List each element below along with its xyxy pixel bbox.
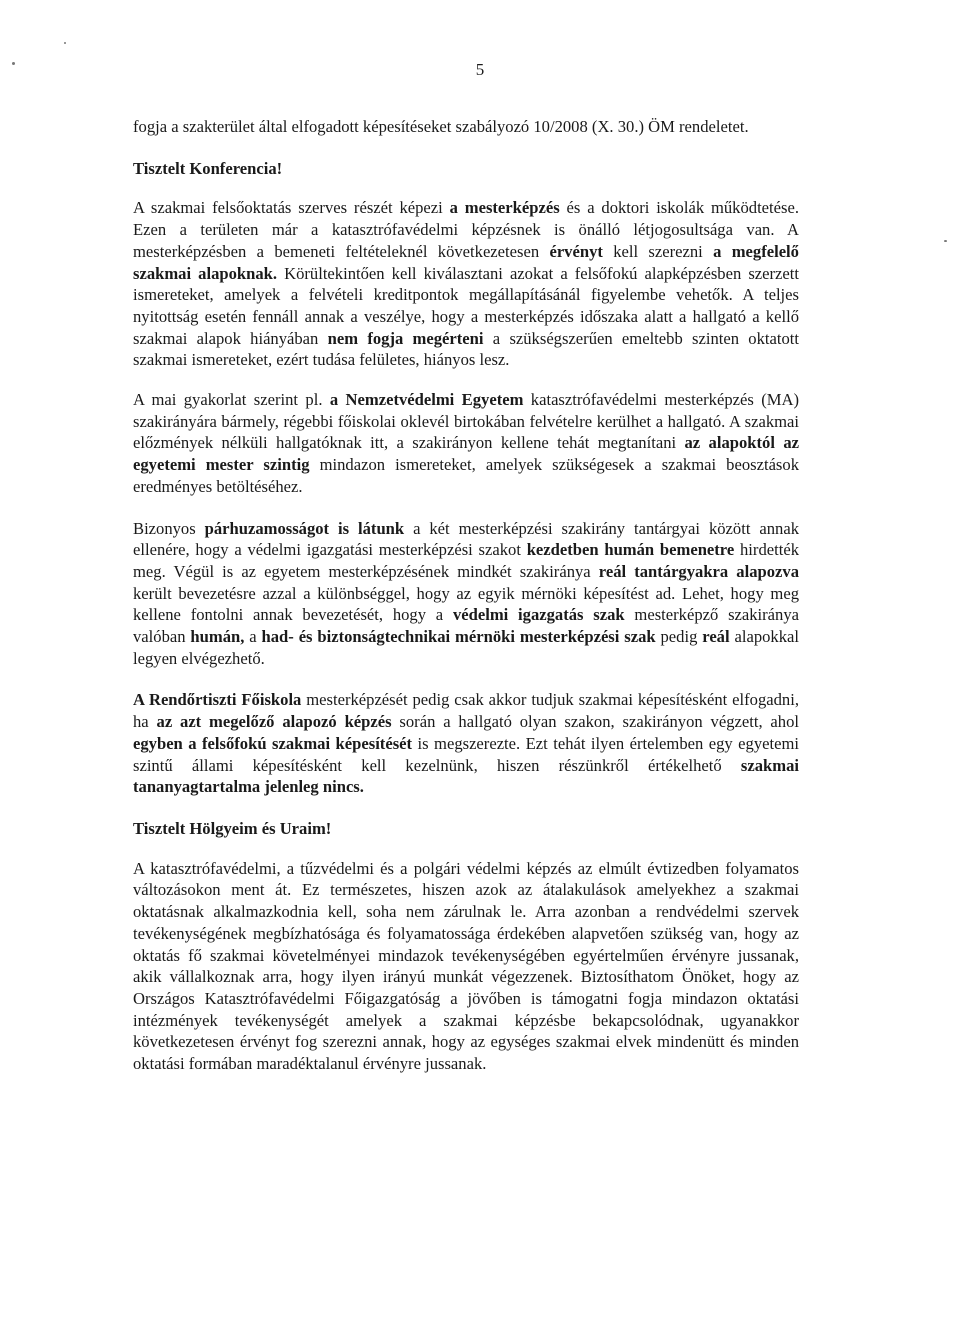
paragraph-parhuzamossag (133, 518, 799, 670)
bold-text-run: a megfelelő szakmai alapoknak. (133, 241, 799, 283)
text-run: A katasztrófavédelmi, a tűzvédelmi és a polgári védelmi képzés az elmúlt évtizedben folyamatos változásokon ment át. Ez természetes, hiszen azok az átalakulások amelyekhez a szakmai oktatásnak alkalmazkodnia kell, soha nem zárulnak le. Arra azonban a rendvédelmi szervek tevékenységének megbízhatósága és folyamatossága érdekében alapvetően szükség van, hogy az oktatás fő szakmai követelményei mindazok tevékenységében egyértelműen érvényre jussanak, akik vállalkoznak arra, hogy ilyen irányú munkát végezzenek. Biztosíthatom Önöket, hogy az Országos Katasztrófavédelmi Főigazgatóság a jövőben is támogatni fogja mindazon oktatási intézmények tevékenységét amelyek a szakmai képzésbe bekapcsolódnak, ugyanakkor következetesen érvényt fog szerezni annak, hogy az egységes szakmai elvek mindenütt és minden oktatási formában maradéktalanul érvényre jussanak. (133, 858, 799, 1074)
bold-text-run: kezdetben humán bemenetre (526, 540, 735, 560)
salutation-heading-2: Tisztelt Hölgyeim és Uraim! (133, 818, 332, 838)
text-run: és a doktori iskolák működtetése. Ezen a területen már a katasztrófavédelmi képzésnek is önálló létjogosultsága van. A mesterképzésben a bemeneti feltételeknél következetesen (133, 198, 799, 261)
paragraph-katasztrofavedelmi (133, 858, 799, 1075)
bold-text-run: a mesterképzés (449, 198, 560, 218)
text-run: során a hallgató olyan szakon, szakirányon végzett, ahol (391, 712, 800, 732)
text-run: Bizonyos (133, 518, 205, 538)
scan-speck (64, 42, 66, 44)
text-run: hirdették meg. Végül is az egyetem mesterképzésének mindkét szakiránya (133, 540, 799, 581)
bold-text-run: egyben a felsőfokú szakmai képesítését (133, 733, 413, 753)
bold-text-run: érvényt (549, 241, 603, 261)
paragraph-intro (133, 116, 799, 138)
text-run: pedig (655, 627, 703, 647)
text-run: alapokkal legyen elvégezhető. (133, 627, 799, 668)
bold-text-run: reál (702, 627, 730, 647)
text-run: katasztrófavédelmi mesterképzés (MA) szakirányára bármely, régebbi főiskolai oklevél birtokában felvételre kerülhet a hallgató. A szakmai előzmények nélküli hallgatóknak itt, a szakirányon kellene tehát megtanítani (133, 390, 799, 453)
body-text (133, 116, 799, 1075)
bold-text-run: az alapoktól az egyetemi mester szintig (133, 433, 799, 475)
paragraph-mesterkepzes (133, 197, 799, 371)
scan-speck (944, 240, 947, 242)
bold-text-run: szakmai tananyagtartalma jelenleg nincs. (133, 755, 799, 797)
text-run: mesterképzését pedig csak akkor tudjuk szakmai képesítésként elfogadni, ha (133, 690, 799, 732)
text-run: a (244, 627, 262, 647)
text-run: A mai gyakorlat szerint pl. (133, 390, 330, 410)
paragraph-nemzetvedelmi (133, 389, 799, 498)
text-run: került bevezetésre azzal a különbséggel, hogy az egyik mérnöki képesítést ad. Lehet, hogy meg kellene fontolni annak bevezetését, hogy a (133, 583, 799, 625)
bold-text-run: párhuzamosságot is látunk (204, 518, 405, 538)
salutation-heading: Tisztelt Konferencia! (133, 158, 283, 178)
text-run: a szükségszerűen emeltebb szinten oktatott szakmai ismereteket, ezért tudása felületes, hiányos lesz. (133, 328, 800, 370)
bold-text-run: az azt megelőző alapozó képzés (156, 712, 392, 732)
text-run: Körültekintően kell kiválasztani azokat a felsőfokú alapképzésben szerzett ismereteket, amelyek a felvételi kreditpontok megállapításánál figyelembe vehetők. A teljes nyitottság esetén fennáll annak a veszélye, hogy a mesterképzés időszaka alatt a hallgató a kellő szakmai alapok hiányában (133, 263, 800, 348)
text-run: kell szerezni (602, 241, 714, 261)
page-number: 5 (475, 60, 485, 79)
bold-text-run: A Rendőrtiszti Főiskola (133, 690, 302, 710)
bold-text-run: védelmi igazgatás szak (452, 605, 625, 625)
text-run: a két mesterképzési szakirány tantárgyai között annak ellenére, hogy a védelmi igazgatási mesterképzési szakot (133, 518, 799, 560)
bold-text-run: nem fogja megérteni (327, 328, 484, 348)
bold-text-run: humán, (190, 627, 245, 647)
text-run: mesterképző szakiránya valóban (133, 605, 800, 647)
text-run: A szakmai felsőoktatás szerves részét képezi (133, 198, 450, 218)
text-run: is megszerezte. Ezt tehát ilyen értelemben egy egyetemi szintű állami képesítésként kell kezelnünk, hiszen részünkről értékelhető (133, 733, 799, 775)
text-run: mindazon ismereteket, amelyek szükségesek a szakmai beosztások eredményes betöltéséhez. (133, 455, 799, 496)
text-run: fogja a szakterület által elfogadott képesítéseket szabályozó 10/2008 (X. 30.) ÖM rendeletet. (133, 117, 749, 136)
paragraph-rendortiszti (133, 689, 799, 798)
bold-text-run: had- és biztonságtechnikai mérnöki mesterképzési szak (261, 627, 656, 647)
bold-text-run: a Nemzetvédelmi Egyetem (329, 390, 524, 410)
bold-text-run: reál tantárgyakra alapozva (598, 561, 799, 581)
